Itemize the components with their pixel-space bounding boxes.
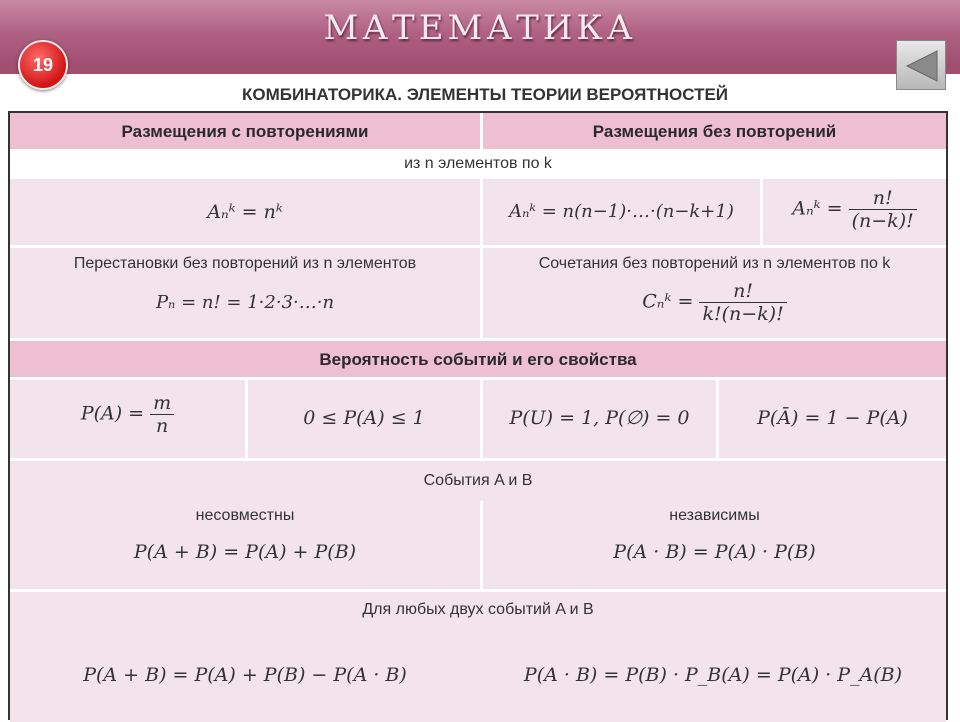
probability-header: Вероятность событий и его свойства xyxy=(319,350,637,369)
classic-probability-cell xyxy=(10,380,245,458)
classic-probability-formula xyxy=(10,392,245,437)
arrangement-rep-cell xyxy=(10,179,480,245)
from-n-by-k-text: из n элементов по k xyxy=(404,155,552,172)
formula-table xyxy=(8,111,948,720)
arrangement-rep-formula: Aₙᵏ = nᵏ xyxy=(207,201,283,223)
header-cell-without-repetition xyxy=(480,113,946,149)
row-separator xyxy=(10,458,946,461)
classic-probability-lhs: P(A) = xyxy=(80,402,145,425)
events-label: События A и B xyxy=(423,472,533,489)
product-formula-cell xyxy=(480,642,946,722)
back-button[interactable] xyxy=(896,40,946,90)
arrangement-fraction xyxy=(849,187,917,232)
bounds-cell xyxy=(245,380,480,458)
certain-impossible-formula: P(U) = 1, P(∅) = 0 xyxy=(509,407,690,429)
row-separator xyxy=(10,338,946,341)
sum-formula-cell xyxy=(10,642,480,722)
bounds-formula: 0 ≤ P(A) ≤ 1 xyxy=(303,407,425,429)
arrangement-fraction-formula xyxy=(763,187,946,232)
header-bottom-strip xyxy=(0,64,960,74)
product-formula: P(A · B) = P(B) · P_B(A) = P(A) · P_A(B) xyxy=(523,664,903,686)
certain-impossible-cell xyxy=(480,380,716,458)
sum-formula: P(A + B) = P(A) + P(B) − P(A · B) xyxy=(83,664,407,686)
independent-label: независимы xyxy=(669,507,760,524)
combinations-denominator: k!(n−k)! xyxy=(702,303,784,325)
independent-cell xyxy=(480,501,946,589)
header-with-repetition: Размещения с повторениями xyxy=(121,122,369,141)
permutations-combinations-row xyxy=(10,248,946,338)
probability-header-row xyxy=(10,341,946,377)
complement-cell xyxy=(716,380,946,458)
arrangement-product-cell xyxy=(480,179,760,245)
combinations-numerator: n! xyxy=(699,280,786,303)
header-cell-with-repetition xyxy=(10,113,480,149)
row-separator xyxy=(10,589,946,592)
arrangement-fraction-numerator: n! xyxy=(849,187,917,210)
permutations-cell xyxy=(10,248,480,338)
probability-properties-row xyxy=(10,380,946,458)
combinations-cell xyxy=(480,248,946,338)
page-number-badge: 19 xyxy=(18,40,68,90)
arrangement-formulas-row xyxy=(10,179,946,245)
section-subtitle: КОМБИНАТОРИКА. ЭЛЕМЕНТЫ ТЕОРИИ ВЕРОЯТНОСТЕЙ xyxy=(241,85,729,104)
complement-formula: P(Ā) = 1 − P(A) xyxy=(757,407,908,429)
arrangement-product-formula: Aₙᵏ = n(n−1)·…·(n−k+1) xyxy=(509,201,734,222)
combinations-fraction xyxy=(699,280,786,325)
combinations-lhs: Cₙᵏ = xyxy=(642,290,694,313)
page-title: МАТЕМАТИКА xyxy=(323,8,637,48)
triangle-left-icon xyxy=(903,47,941,85)
permutations-label: Перестановки без повторений из n элементов xyxy=(73,255,417,272)
classic-probability-denominator: n xyxy=(156,415,169,437)
row-separator xyxy=(10,245,946,248)
classic-probability-numerator: m xyxy=(150,392,174,415)
incompatible-cell xyxy=(10,501,480,589)
permutations-formula: Pₙ = n! = 1·2·3·…·n xyxy=(155,292,335,313)
combinatorics-header-row xyxy=(10,113,946,149)
arrangement-fraction-cell xyxy=(760,179,946,245)
arrangement-fraction-denominator: (n−k)! xyxy=(851,210,914,232)
row-separator xyxy=(10,377,946,380)
any-events-label: Для любых двух событий A и B xyxy=(362,601,594,618)
classic-probability-fraction xyxy=(150,392,174,437)
incompatible-formula: P(A + B) = P(A) + P(B) xyxy=(133,541,357,563)
any-events-row xyxy=(10,592,946,722)
incompatible-label: несовместны xyxy=(195,507,295,524)
arrangement-fraction-lhs: Aₙᵏ = xyxy=(792,197,843,220)
independent-formula: P(A · B) = P(A) · P(B) xyxy=(613,541,816,563)
events-row xyxy=(10,461,946,589)
combinations-label: Сочетания без повторений из n элементов по k xyxy=(538,255,891,272)
header-without-repetition: Размещения без повторений xyxy=(592,122,837,141)
from-n-by-k-row xyxy=(10,149,946,179)
combinations-formula xyxy=(483,280,946,325)
